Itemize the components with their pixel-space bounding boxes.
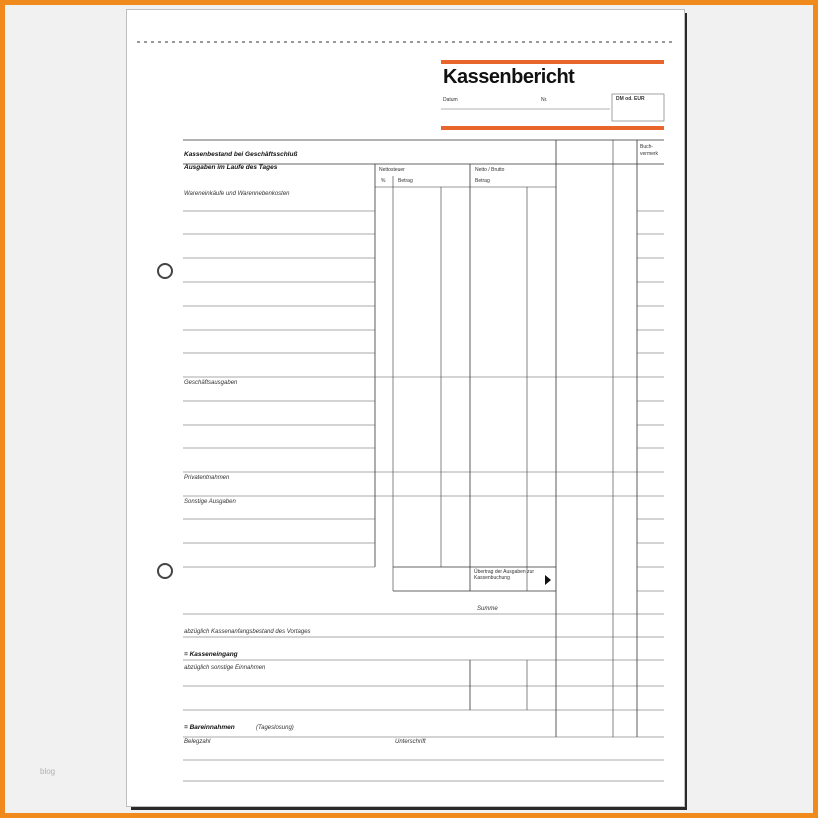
accent-bar-bottom (441, 126, 664, 130)
cash-sales-note: (Tageslosung) (256, 725, 294, 731)
daily-expenses-label: Ausgaben im Laufe des Tages (184, 164, 278, 171)
punch-hole-bottom (157, 563, 173, 579)
accent-bar-top (441, 60, 664, 64)
sum-label: Summe (477, 606, 498, 612)
prev-balance-label: abzüglich Kassenanfangsbestand des Vortages (184, 629, 311, 635)
currency-label: DM od. EUR (616, 96, 645, 102)
ruled-lines (183, 211, 664, 781)
cash-sales-label: = Bareinnahmen (184, 724, 235, 731)
section-goods: Wareneinkäufe und Warennebenkosten (184, 191, 290, 197)
col-gross-label: Netto / Brutto (475, 167, 505, 173)
date-label: Datum (443, 97, 458, 103)
form-title: Kassenbericht (443, 66, 575, 88)
transfer-label: Übertrag der Ausgaben zur Kassenbuchung (474, 569, 535, 581)
attachments-label: Belegzahl (184, 739, 211, 745)
section-business: Geschäftsausgaben (184, 380, 238, 386)
opening-balance-label: Kassenbestand bei Geschäftsschluß (184, 151, 298, 158)
arrow-right-icon (545, 575, 551, 585)
watermark-text: blog (40, 767, 56, 776)
punch-hole-top (157, 263, 173, 279)
number-label: Nr. (541, 97, 548, 103)
col-gross-amount-label: Betrag (475, 178, 490, 184)
cash-receipt-label: = Kasseneingang (184, 651, 238, 658)
signature-label: Unterschrift (395, 739, 426, 745)
section-private: Privatentnahmen (184, 475, 230, 481)
col-pct-label: % (381, 178, 386, 184)
col-net-label: Nettosteuer (379, 167, 405, 173)
other-income-label: abzüglich sonstige Einnahmen (184, 665, 266, 671)
col-booking-label: Buch- vermerk (640, 144, 659, 157)
col-amount-label: Betrag (398, 178, 413, 184)
section-other: Sonstige Ausgaben (184, 499, 236, 505)
